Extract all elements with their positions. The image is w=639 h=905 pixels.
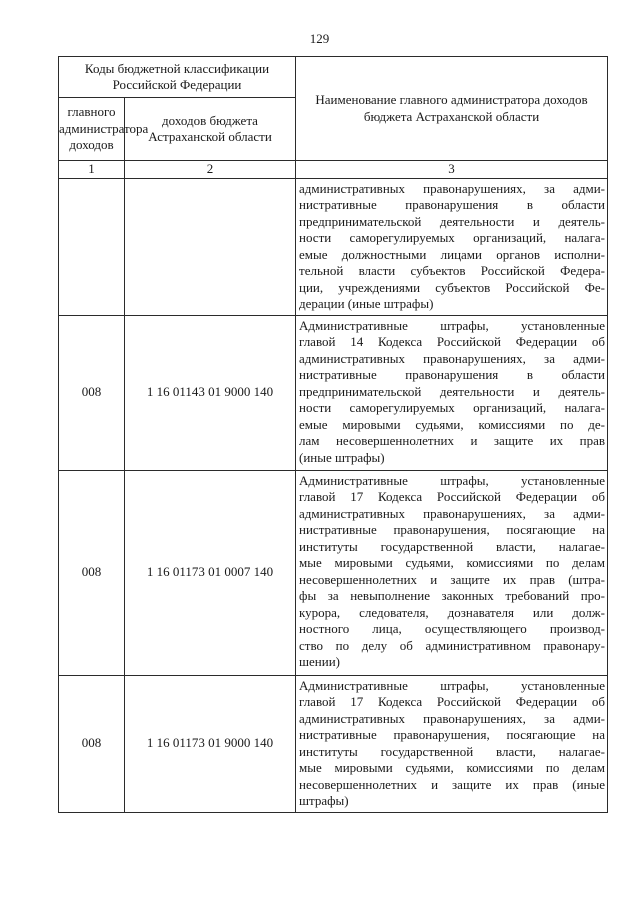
description-cell [296, 178, 608, 315]
income-code-cell: 1 16 01173 01 0007 140 [125, 470, 296, 675]
description-line: мые мировыми судьями, комиссиями по делам [299, 760, 606, 775]
admin-code-cell: 008 [59, 315, 125, 470]
description-line: предпринимательской деятельности и деятель- [299, 213, 606, 229]
income-code-cell: 1 16 01143 01 9000 140 [125, 315, 296, 470]
description-line: нистративные правонарушения, посягающие на [299, 727, 606, 742]
admin-code-cell: 008 [59, 470, 125, 675]
table-row [59, 675, 608, 812]
description-line: ции, учреждениями субъектов Российской Фе- [299, 279, 606, 295]
budget-classification-table [58, 56, 608, 813]
description-line: ство по делу об административном правонару- [299, 637, 606, 653]
description-line: нистративные правонарушения в области [299, 197, 606, 212]
description-line: емые должностными лицами органов исполни- [299, 246, 606, 262]
description-line: фы за невыполнение законных требований про- [299, 588, 606, 603]
description-cell [296, 315, 608, 470]
description-line: главой 17 Кодекса Российской Федерации об [299, 489, 606, 504]
description-line: лам несовершеннолетних и защите их прав [299, 433, 606, 448]
description-line: штрафы) [299, 793, 349, 808]
description-line: нистративные правонарушения, посягающие на [299, 522, 606, 537]
description-line: дерации (иные штрафы) [299, 296, 434, 311]
description-line: административных правонарушениях, за адми- [299, 505, 606, 521]
description-line: курора, следователя, дознавателя или долж- [299, 604, 606, 620]
header-codes-group: Коды бюджетной классификации Российской Федерации [59, 57, 296, 98]
income-code-cell: 1 16 01173 01 9000 140 [125, 675, 296, 812]
description-cell [296, 675, 608, 812]
description-line: несовершеннолетних и защите их прав (штра- [299, 571, 606, 587]
admin-code-cell [59, 178, 125, 315]
description-line: Административные штрафы, установленные [299, 472, 606, 488]
income-code-cell [125, 178, 296, 315]
column-number: 1 [59, 161, 125, 179]
description-line: административных правонарушениях, за адми- [299, 710, 606, 726]
header-col3-title: Наименование главного администратора доходов бюджета Астраханской области [296, 57, 608, 161]
column-number: 2 [125, 161, 296, 179]
page-number: 129 [309, 31, 330, 46]
admin-code-cell: 008 [59, 675, 125, 812]
table-row [59, 178, 608, 315]
column-numbers-row [59, 161, 608, 179]
description-line: ности саморегулируемых организаций, налага- [299, 400, 606, 415]
description-line: институты государственной власти, налагае- [299, 743, 606, 759]
description-line: ности саморегулируемых организаций, налага- [299, 230, 606, 245]
description-line: институты государственной власти, налагае- [299, 538, 606, 554]
description-line: предпринимательской деятельности и деятель- [299, 383, 606, 399]
description-line: административных правонарушениях, за адми- [299, 350, 606, 366]
description-line: главой 17 Кодекса Российской Федерации об [299, 694, 606, 709]
description-line: шении) [299, 654, 340, 669]
description-line: (иные штрафы) [299, 449, 385, 465]
description-line: емые мировыми судьями, комиссиями по де- [299, 416, 606, 432]
table-row [59, 470, 608, 675]
description-line: мые мировыми судьями, комиссиями по делам [299, 555, 606, 570]
description-line: административных правонарушениях, за адми- [299, 180, 606, 196]
column-number: 3 [296, 161, 608, 179]
description-line: несовершеннолетних и защите их прав (иные [299, 776, 606, 792]
description-line: нистративные правонарушения в области [299, 367, 606, 382]
header-col2-title: доходов бюджета Астраханской области [125, 98, 296, 161]
header-col1-title: главного администратора доходов [59, 98, 125, 161]
description-line: Административные штрафы, установленные [299, 677, 606, 693]
table-row [59, 315, 608, 470]
description-line: главой 14 Кодекса Российской Федерации об [299, 334, 606, 349]
description-line: Административные штрафы, установленные [299, 317, 606, 333]
description-cell [296, 470, 608, 675]
description-line: ностного лица, осуществляющего производ- [299, 621, 606, 636]
description-line: тельной власти субъектов Российской Федера- [299, 263, 606, 278]
